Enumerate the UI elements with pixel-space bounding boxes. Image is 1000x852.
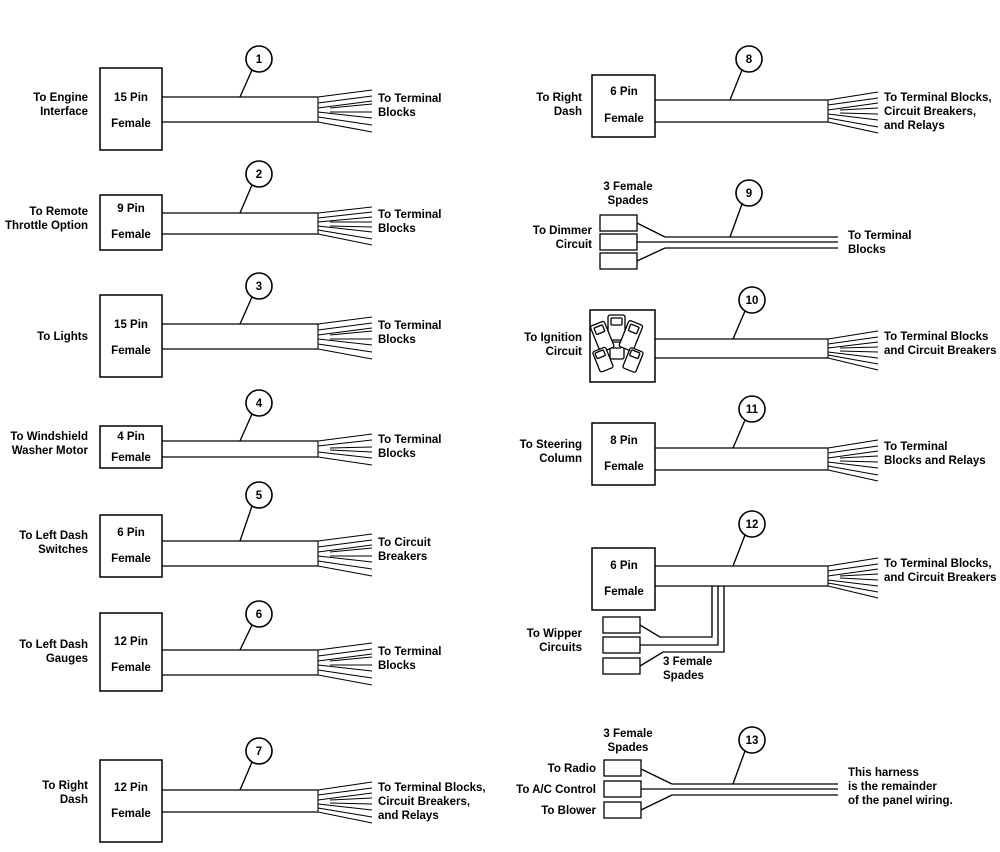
destination-label-7-line1: To Terminal Blocks, [378,782,486,794]
spade-lead-9-1 [637,223,665,237]
destination-label-11-line1: To Terminal [884,441,948,453]
source-label-2-line2: Throttle Option [4,220,88,232]
pin-label-5: 6 Pin [117,527,145,539]
callout-leader-9 [730,204,742,237]
source-label-8-line2: Dash [553,106,582,118]
callout-number-7: 7 [255,746,263,758]
pin-label-3: 15 Pin [114,319,148,331]
connector-box-8[interactable] [592,75,655,137]
gender-label-12: Female [604,586,644,598]
destination-label-2-line2: Blocks [378,223,416,235]
pin-label-1: 15 Pin [114,92,148,104]
callout-number-8: 8 [745,54,753,66]
fan-splay-12 [828,558,878,598]
spades-caption-9-line1: 3 Female [603,181,653,193]
callout-leader-8 [730,70,742,100]
callout-number-9: 9 [745,188,753,200]
fan-splay-4 [318,434,372,465]
destination-label-10-line2: and Circuit Breakers [884,345,997,357]
fan-splay-6 [318,643,372,685]
callout-number-2: 2 [255,169,263,181]
destination-label-4-line1: To Terminal [378,434,442,446]
source-label-13-radio: To Radio [547,763,596,775]
pin-label-11: 8 Pin [610,435,638,447]
fan-splay-10 [828,331,878,370]
pin-label-12: 6 Pin [610,560,638,572]
gender-label-3: Female [111,345,151,357]
callout-number-12: 12 [745,519,759,531]
destination-label-8-line3: and Relays [884,120,945,132]
destination-label-13-line3: of the panel wiring. [848,795,953,807]
spade-terminal-9-1[interactable] [600,215,637,231]
harness-group-1[interactable] [33,46,441,150]
destination-label-3-line1: To Terminal [378,320,442,332]
source-label-4-line2: Washer Motor [11,445,88,457]
destination-label-5-line2: Breakers [378,551,428,563]
source-label-12-line1: To Wipper [526,628,582,640]
gender-label-2: Female [111,229,151,241]
pin-label-7: 12 Pin [114,782,148,794]
callout-leader-1 [240,70,252,97]
destination-label-6-line2: Blocks [378,660,416,672]
callout-number-13: 13 [745,735,759,747]
source-label-7-line2: Dash [59,794,88,806]
source-label-4-line1: To Windshield [10,431,88,443]
destination-label-1-line1: To Terminal [378,93,442,105]
destination-label-10-line1: To Terminal Blocks [884,331,989,343]
source-label-3-line1: To Lights [37,331,88,343]
source-label-12-line2: Circuits [539,642,582,654]
fan-splay-5 [318,534,372,576]
harness-group-3[interactable] [37,273,441,377]
callout-leader-3 [240,297,252,324]
harness-group-2[interactable] [5,161,442,250]
destination-label-13-line1: This harness [848,767,919,779]
destination-label-8-line2: Circuit Breakers, [884,106,977,118]
destination-label-8-line1: To Terminal Blocks, [884,92,992,104]
source-label-2-line1: To Remote [29,206,88,218]
source-label-10-line1: To Ignition [524,332,582,344]
source-label-1-line2: Interface [40,106,88,118]
callout-number-4: 4 [255,398,263,410]
pin-label-4: 4 Pin [117,431,145,443]
harness-group-8[interactable] [536,46,991,137]
fan-splay-3 [318,317,372,359]
spade-terminal-13-blower[interactable] [604,802,641,818]
destination-label-9-line1: To Terminal [848,230,912,242]
source-label-13-ac: To A/C Control [516,784,596,796]
spade-lead-13-blower [641,795,672,810]
destination-label-9-line2: Blocks [848,244,886,256]
callout-number-5: 5 [255,490,263,502]
spades-caption-9-line2: Spades [607,195,649,207]
harness-group-5[interactable] [19,482,431,577]
callout-number-1: 1 [255,54,263,66]
harness-group-10[interactable] [524,287,996,382]
source-label-10-line2: Circuit [545,346,582,358]
spade-terminal-12-2[interactable] [603,637,640,653]
harness-group-9[interactable] [533,180,912,269]
connector-box-11[interactable] [592,423,655,485]
destination-label-7-line2: Circuit Breakers, [378,796,471,808]
gender-label-4: Female [111,452,151,464]
gender-label-5: Female [111,553,151,565]
destination-label-2-line1: To Terminal [378,209,442,221]
fan-splay-8 [828,92,878,133]
spades-caption-13-line2: Spades [607,742,649,754]
gender-label-1: Female [111,118,151,130]
spade-terminal-12-3[interactable] [603,658,640,674]
spade-terminal-13-ac[interactable] [604,781,641,797]
callout-number-11: 11 [745,404,759,416]
callout-leader-7 [240,762,252,790]
callout-leader-12 [733,535,745,566]
harness-group-13[interactable] [516,727,953,818]
callout-leader-5 [240,506,252,541]
gender-label-11: Female [604,461,644,473]
gender-label-6: Female [111,662,151,674]
fan-splay-7 [318,782,372,823]
connector-box-7[interactable] [100,760,162,842]
connector-box-12[interactable] [592,548,655,610]
callout-leader-11 [733,420,745,448]
spades-caption-12-line2: Spades [663,670,704,682]
spades-caption-13-line1: 3 Female [603,728,653,740]
destination-label-3-line2: Blocks [378,334,416,346]
callout-number-10: 10 [745,295,759,307]
destination-label-5-line1: To Circuit [378,537,431,549]
source-label-13-blower: To Blower [541,805,596,817]
destination-label-4-line2: Blocks [378,448,416,460]
destination-label-12-line2: and Circuit Breakers [884,572,997,584]
spade-lead-13-radio [641,769,672,784]
source-label-6-line1: To Left Dash [19,639,88,651]
destination-label-13-line2: is the remainder [848,781,937,793]
callout-leader-13 [733,751,745,784]
callout-leader-6 [240,625,252,650]
source-label-9-line1: To Dimmer [532,225,592,237]
destination-label-12-line1: To Terminal Blocks, [884,558,992,570]
gender-label-8: Female [604,113,644,125]
source-label-6-line2: Gauges [45,653,88,665]
source-label-5-line2: Switches [38,544,88,556]
spade-terminal-13-radio[interactable] [604,760,641,776]
pin-label-8: 6 Pin [610,86,638,98]
destination-label-6-line1: To Terminal [378,646,442,658]
harness-group-12[interactable] [527,511,997,682]
fan-splay-1 [318,90,372,132]
fan-splay-2 [318,207,372,245]
harness-group-4[interactable] [10,390,441,468]
destination-label-11-line2: Blocks and Relays [884,455,986,467]
harness-group-6[interactable] [19,601,441,691]
source-label-11-line2: Column [539,453,582,465]
callout-leader-10 [733,311,745,339]
connector-box-6[interactable] [100,613,162,691]
pin-label-6: 12 Pin [114,636,148,648]
spade-lead-9-3 [637,248,665,261]
spade-terminal-9-3[interactable] [600,253,637,269]
destination-label-7-line3: and Relays [378,810,439,822]
source-label-11-line1: To Steering [519,439,582,451]
connector-box-3[interactable] [100,295,162,377]
source-label-7-line1: To Right [42,780,88,792]
fan-splay-11 [828,440,878,481]
callout-leader-2 [240,185,252,213]
harness-group-11[interactable] [520,396,986,485]
harness-group-7[interactable] [42,738,485,842]
source-label-9-line2: Circuit [555,239,592,251]
source-label-1-line1: To Engine [33,92,88,104]
connector-box-5[interactable] [100,515,162,577]
spade-terminal-12-1[interactable] [603,617,640,633]
spades-caption-12-line1: 3 Female [663,656,713,668]
pin-label-2: 9 Pin [117,203,145,215]
source-label-8-line1: To Right [536,92,582,104]
callout-number-6: 6 [255,609,263,621]
connector-box-1[interactable] [100,68,162,150]
destination-label-1-line2: Blocks [378,107,416,119]
callout-number-3: 3 [255,281,263,293]
spade-terminal-9-2[interactable] [600,234,637,250]
callout-leader-4 [240,414,252,441]
source-label-5-line1: To Left Dash [19,530,88,542]
gender-label-7: Female [111,808,151,820]
